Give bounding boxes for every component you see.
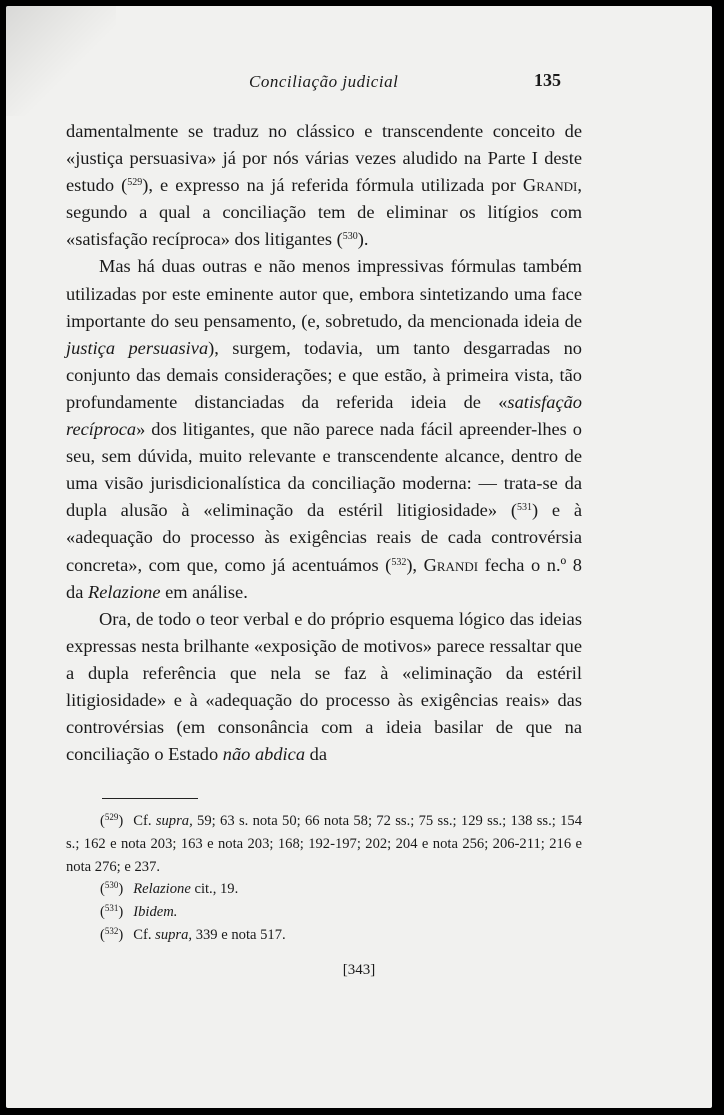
footnote: ($^{531}$) Ibidem. (100, 903, 178, 921)
author-name: Grandi (522, 175, 578, 196)
author-name: Grandi (423, 554, 479, 575)
footnote: ($^{530}$) Relazione cit., 19. (100, 880, 239, 898)
footnotes (66, 810, 582, 947)
book-page (6, 6, 712, 1108)
paragraph: Ora, de todo o teor verbal e do próprio esquema lógico das ideias expressas nesta brilhante «exposição de motivos» parece ressaltar que a dupla referência que nela se faz à «eliminação da estéril litigiosidade» e à «adequação do processo às exigências reais» das controvérsias (em consonância com a ideia basilar de que na conciliação o Estado não abdica da (66, 608, 582, 765)
body-text (66, 118, 582, 768)
footnote-ref[interactable]: 529 (127, 177, 143, 189)
footnote-ref[interactable]: 531 (516, 502, 532, 514)
paragraph: damentalmente se traduz no clássico e transcendente conceito de «justiça persuasiva» já por nós várias vezes aludido na Parte I deste estudo ($^{529}$), e expresso na já referida fórmula utilizada por Grandi, segundo a qual a conciliação tem de eliminar os litígios com «satisfação recíproca» dos litigantes ($^{530}$). (66, 121, 582, 250)
footnote: ($^{529}$) Cf. supra, 59; 63 s. nota 50; 66 nota 58; 72 ss.; 75 ss.; 129 ss.; 138 ss.; 154 s.; 162 e nota 203; 163 e nota 203; 168; 192-197; 202; 204 e nota 256; 206-211; 216 e nota 276; e 237. (66, 812, 583, 875)
footnote: ($^{532}$) Cf. supra, 339 e nota 517. (100, 925, 286, 943)
page-number: 135 (534, 70, 561, 90)
paragraph: Mas há duas outras e não menos impressivas fórmulas também utilizadas por este eminente autor que, embora sintetizando uma face importante do seu pensamento, (e, sobretudo, da mencionada ideia de justiça persuasiva), surgem, todavia, um tanto desgarradas no conjunto das demais considerações; e que estão, à primeira vista, tão profundamente distanciadas da referida ideia de «satisfação recíproca» dos litigantes, que não parece nada fácil apreender-lhes o seu, sem dúvida, muito relevante e transcendente alcance, dentro de uma visão jurisdicionalística da conciliação moderna: — trata-se da dupla alusão à «eliminação da estéril litigiosidade» ($^{531}$) e à «adequação do processo às exigências reais de cada controvérsia concreta», com que, como já acentuámos ($^{532}$), Grandi fecha o n.º 8 da Relazione em análise. (66, 256, 583, 602)
page-header (6, 72, 712, 102)
running-title: Conciliação judicial (249, 72, 399, 91)
folio-number: [343] (342, 962, 376, 978)
footnote-ref[interactable]: 532 (391, 556, 407, 568)
footnote-separator (102, 798, 198, 799)
footnote-ref[interactable]: 530 (342, 231, 358, 243)
